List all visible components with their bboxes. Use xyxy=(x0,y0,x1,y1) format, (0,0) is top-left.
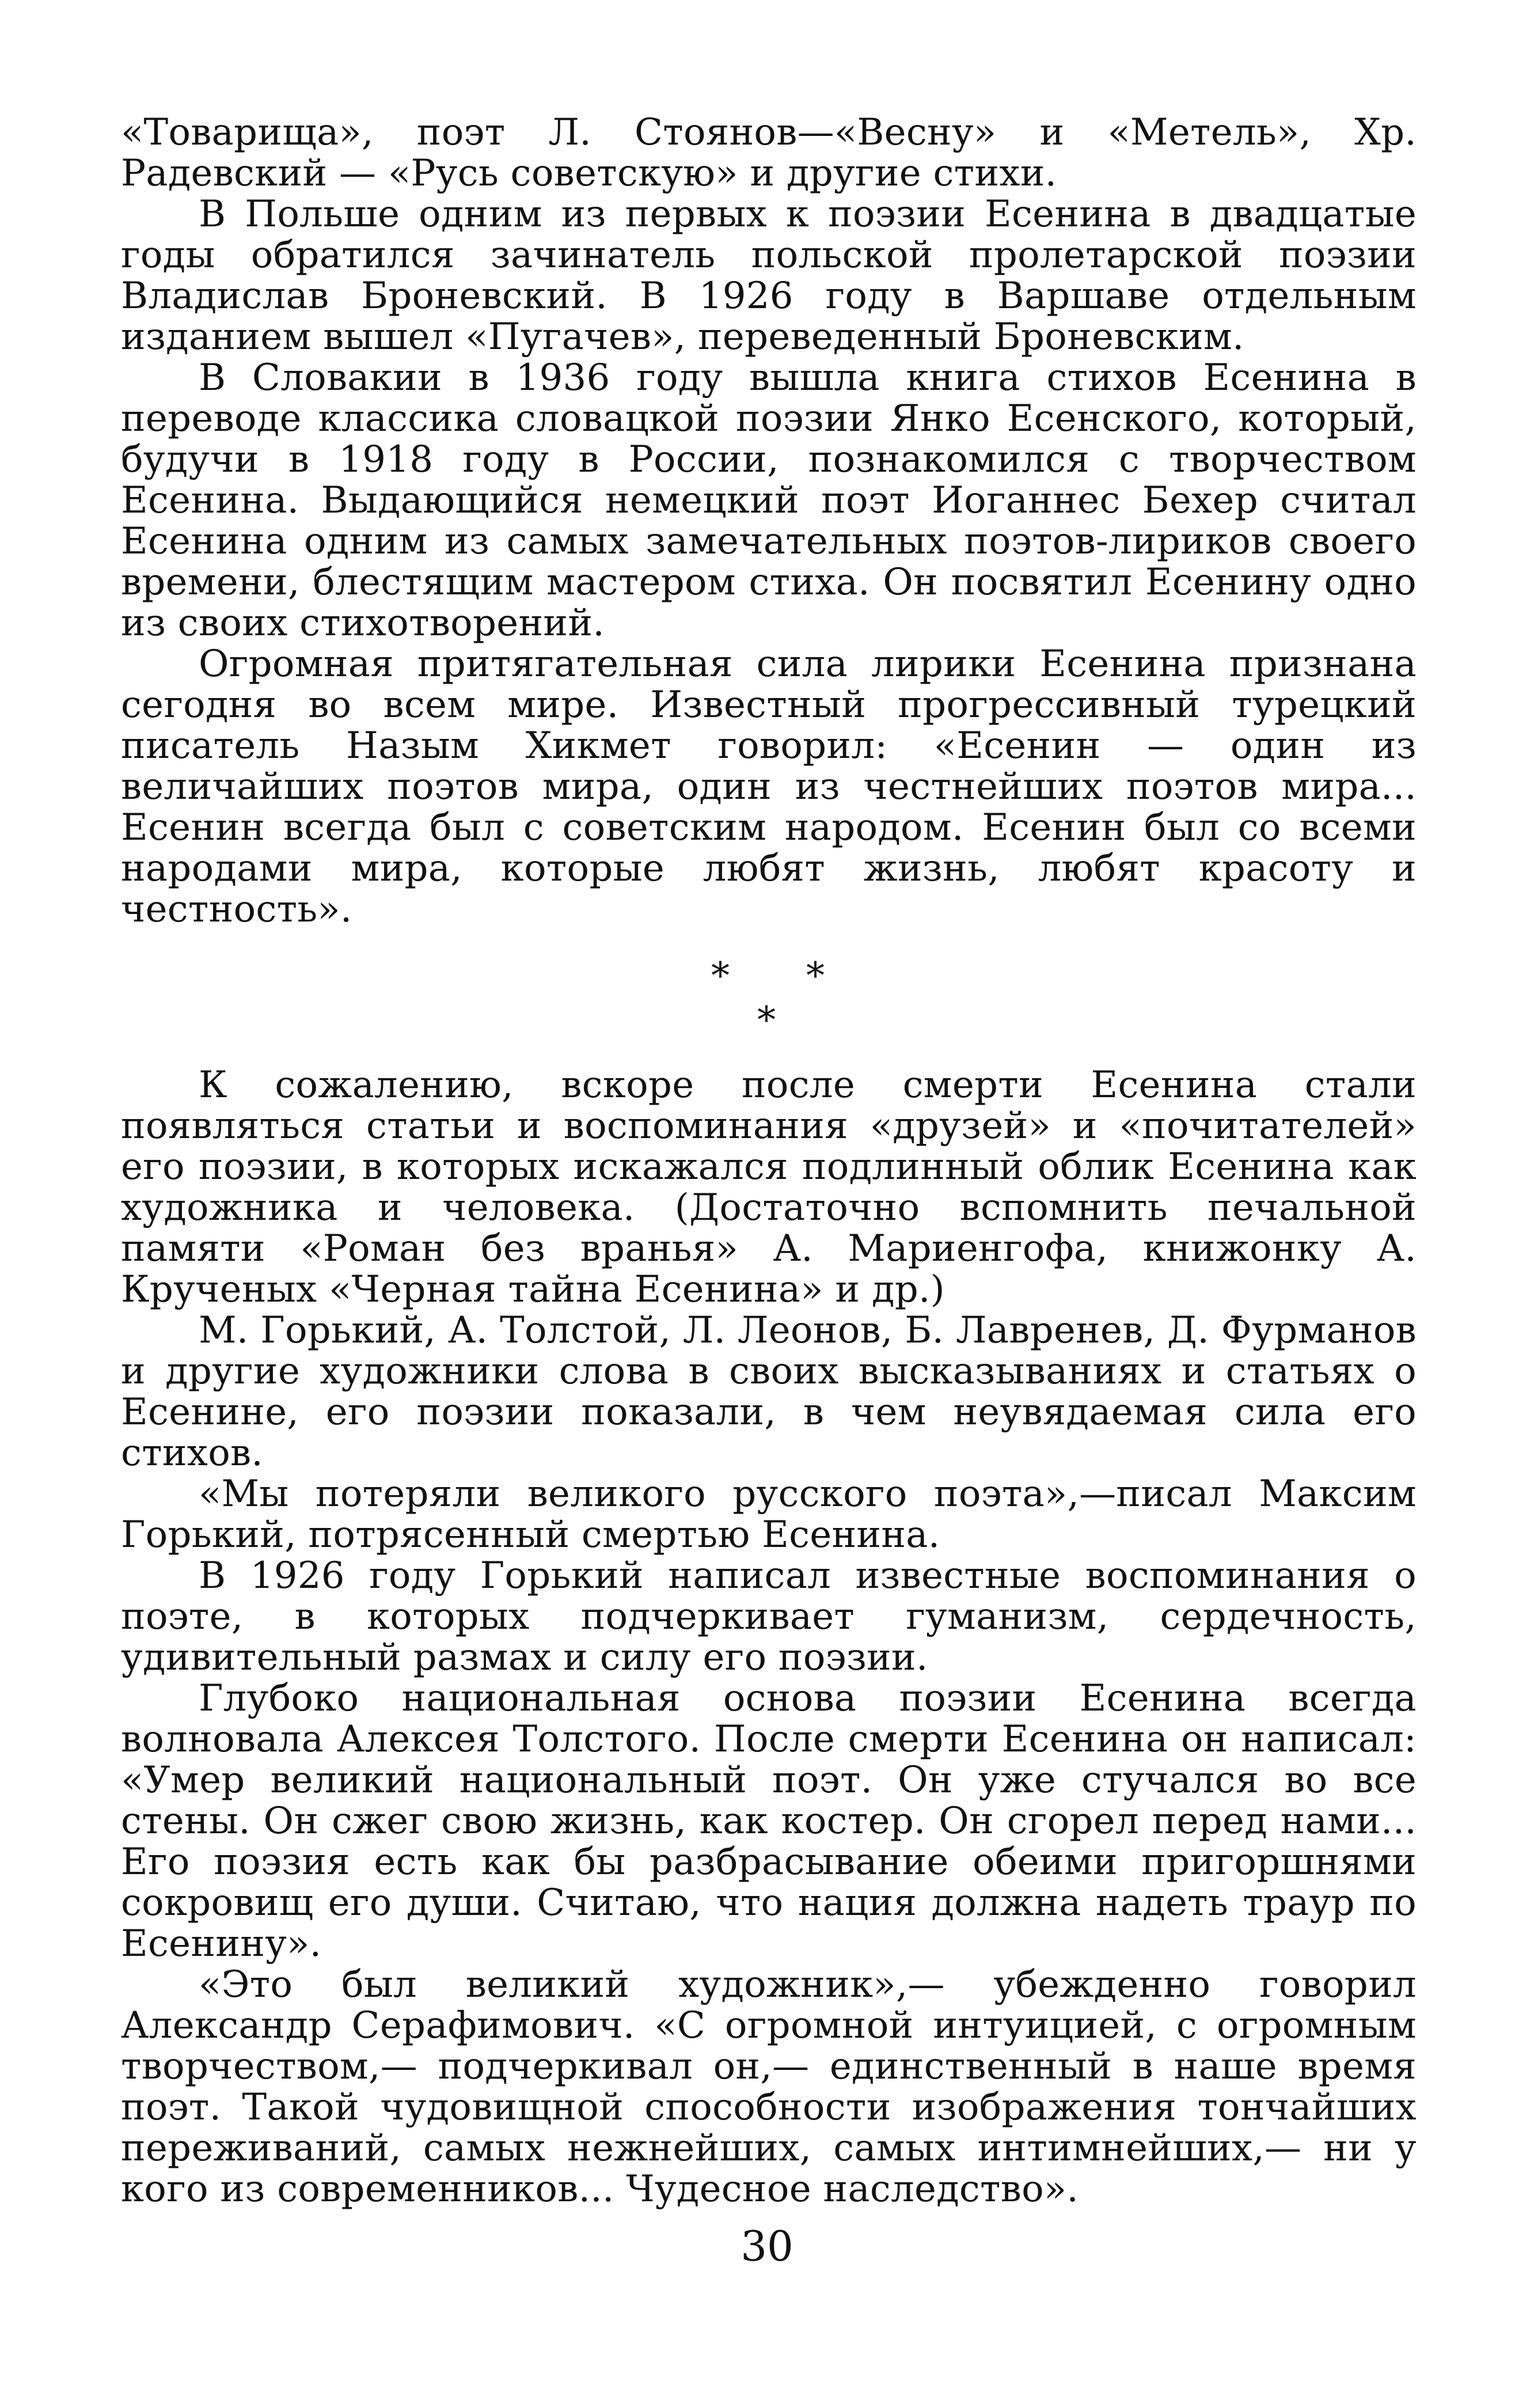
paragraph: Огромная притягательная сила лирики Есенина признана сегодня во всем мире. Известный прогрессивный турецкий писатель Назым Хикмет говорил: «Есенин — один из величайших поэтов мира, один из честнейших поэтов мира... Есенин всегда был с советским народом. Есенин был со всеми народами мира, которые любят жизнь, любят красоту и честность». xyxy=(121,643,1417,931)
paragraph: «Товарища», поэт Л. Стоянов—«Весну» и «Метель», Хр. Радевский — «Русь советскую» и другие стихи. xyxy=(121,111,1417,195)
paragraph: В Словакии в 1936 году вышла книга стихов Есенина в переводе классика словацкой поэзии Янко Есенского, который, будучи в 1918 году в России, познакомился с творчеством Есенина. Выдающийся немецкий поэт Иоганнес Бехер считал Есенина одним из самых замечательных поэтов-лириков своего времени, блестящим мастером стиха. Он посвятил Есенину одно из своих стихотворений. xyxy=(121,357,1417,644)
top-paragraphs xyxy=(121,112,1417,930)
paragraph: «Это был великий художник»,— убежденно говорил Александр Серафимович. «С огромной интуицией, с огромным творчеством,— подчеркивал он,— единственный в наше время поэт. Такой чудовищной способности изображения тончайших переживаний, самых нежнейших, самых интимнейших,— ни у кого из современников... Чудесное наследство». xyxy=(121,1963,1417,2210)
paragraph: Глубоко национальная основа поэзии Есенина всегда волновала Алексея Толстого. После смерти Есенина он написал: «Умер великий национальный поэт. Он уже стучался во все стены. Он сжег свою жизнь, как костер. Он сгорел перед нами... Его поэзия есть как бы разбрасывание обеими пригоршнями сокровищ его души. Считаю, что нация должна надеть траур по Есенину». xyxy=(121,1677,1417,1965)
asterism-star: * xyxy=(757,999,776,1042)
paragraph: В 1926 году Горький написал известные воспоминания о поэте, в которых подчеркивает гуманизм, сердечность, удивительный размах и силу его поэзии. xyxy=(121,1554,1417,1679)
bottom-paragraphs xyxy=(121,1065,1417,2210)
paragraph: М. Горький, А. Толстой, Л. Леонов, Б. Лавренев, Д. Фурманов и другие художники слова в своих высказываниях и статьях о Есенине, его поэзии показали, в чем неувядаемая сила его стихов. xyxy=(121,1309,1417,1474)
asterism-star: * xyxy=(711,955,730,998)
paragraph: «Мы потеряли великого русского поэта»,—писал Максим Горький, потрясенный смертью Есенина. xyxy=(121,1473,1417,1556)
page-number: 30 xyxy=(741,2222,793,2270)
asterism-divider xyxy=(121,947,1417,1057)
page-text-column xyxy=(121,112,1417,2210)
asterism-star: * xyxy=(806,955,825,998)
paragraph: В Польше одним из первых к поэзии Есенина в двадцатые годы обратился зачинатель польской пролетарской поэзии Владислав Броневский. В 1926 году в Варшаве отдельным изданием вышел «Пугачев», переведенный Броневским. xyxy=(121,193,1417,358)
paragraph: К сожалению, вскоре после смерти Есенина стали появляться статьи и воспоминания «друзей» и «почитателей» его поэзии, в которых искажался подлинный облик Есенина как художника и человека. (Достаточно вспомнить печальной памяти «Роман без вранья» А. Мариенгофа, книжонку А. Крученых «Черная тайна Есенина» и др.) xyxy=(121,1064,1417,1311)
